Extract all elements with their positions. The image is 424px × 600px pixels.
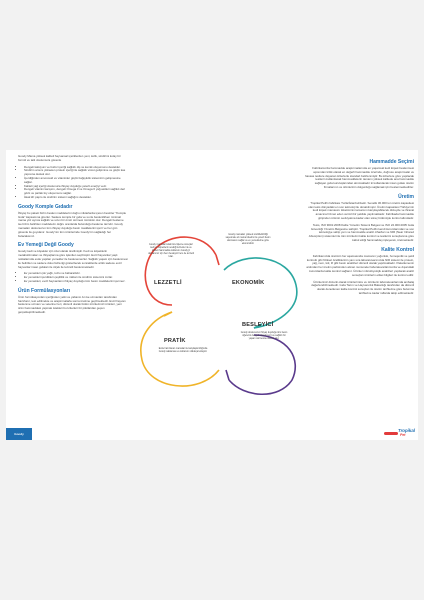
tropikal-logo-text: Tropikal: [398, 428, 415, 433]
brochure-sheet: [6, 150, 418, 440]
section-title: Hammadde Seçimi: [369, 159, 414, 165]
intro-text: Goody Mama yüksek kaliteli hayvansal içeriklerden yeni, kolik, sindirimi kolay bir formül ve tatlı dostumuza güvenle: [18, 154, 121, 162]
pet-logo-text: Pet: [400, 433, 406, 437]
goody-logo-text: Goody: [14, 432, 24, 436]
ekonomik-text: Goody mamaları yüksek sindirilebilirliği sayesinde az mama tüketimi ile yeterli besin alınmasını sağlar ve ev yemeklerine göre ekonomiktir.: [225, 234, 271, 245]
section-text: Ürünlerimiz düzenli olarak ürünlerimize ve ürünlerin laboratuvarlarında ambalaj değerlendirilmektedir. Gıda Tarım ve Hayvancılık Bakanlığı tarafından da düzenli olarak denetlenen kalite kontrol sonuçları ile üretim tarihlerine göre bulunma tarihlerine kadar raflarda takip edilmektedir.: [311, 279, 414, 295]
benefit-list: [18, 166, 128, 200]
besleyici-arrow: [226, 370, 229, 380]
swoosh-icon: [384, 432, 398, 435]
section-text: Fabrikamızda hammadde araştırmalarında en yaşamsal kedi köpek beslenmesi açısından kritik olarak en değerli hammadde üzerinde, doğrusu araştırmalar ve hassas testlere dayanan kriterlerle standart belirlenmiştir. Bu kriterlere göre yapılacak testlerin kullanılacak hammaddelerin tamamı yüksek kalitede ana hammadde sağlayan gıda kuruluşlarından alınmaktadır ki kullanılacak insan gıdası üretim firmalarının ve ürünlerinin dolgunluğu sağlamak için beslenmektedirler.: [305, 166, 414, 189]
section-title: Goody Komple Gıdadır: [18, 203, 73, 210]
besleyici-arc: [229, 335, 295, 394]
home-food-item: • Ev yemekleri içerdikleri çeşitlilik ve miktarı ile sindirim sistemini zorlar.: [24, 276, 128, 280]
lezzetli-label: LEZZETLİ: [154, 280, 182, 286]
section-text: Ürün formülasyonları içeriğinden yetki ve yabancı Ar-Ge uzmanları tarafından hazırlanır, test edilmekte ve araştırmalarla sonra üretime geçilmektedir. Evcil hayvan beslenme uzmanı ve veteriner leri, düzenli olarak bütün ürünlerimizi ürünleri, yeni ürün hammaddesi yapmak istekleri bu kriterleri bir pilotlardan geçen gerçekleştirilmektedir.: [18, 294, 126, 314]
tropikal-logo: [384, 428, 414, 438]
lezzetli-arrow: [216, 255, 219, 265]
goody-logo: [6, 428, 32, 440]
ekonomik-label: EKONOMİK: [232, 280, 265, 286]
section-text: Goody kedi ve köpekler için özel olarak üretilmiştir. Kedi ve köpeklerin metabolizmaları ve ihtiyaçlarına göre işlenilen seçilmiştir. Evcil hayvanlar yaşlı noktalarında evde yapılan yemekler ile beslenemezler. Sağlıklı yaşam için beslenmesi ile belirtilen ve sadece doku fazla ilgi gösterilecek sonrakilerde arttık sadece evcil hayvanlar insan gıdaları ile ölçek ile lezzetli beslenmektedir.: [18, 249, 128, 269]
benefit-item: • Kaliteli yağ içeriği dostunuza ihtiyaç duyduğu yeterli enerjiyi verir.: [24, 185, 128, 189]
besleyici-label: BESLEYİCİ: [242, 322, 274, 328]
benefits-diagram: [124, 210, 308, 400]
benefit-item: • Dengeli kalsiyum ve fosfor içeriği sağlıklı diş ve kemik oluşumunu destekler.: [24, 166, 128, 170]
home-food-item: • Ev yemekleri çok yağlı, tuzlu ve baharatlıdır.: [24, 272, 128, 276]
left-column: [18, 155, 128, 318]
section-title: Üretim: [398, 193, 414, 200]
home-food-item: • Ev yemekleri, evcil hayvanların ihtiyaç duyduğu tüm besin maddelerini içermez.: [24, 280, 128, 284]
pratik-text: Evde hazırlanan mamalar ile karşılaştırıldığında Goody saklaması ve kullanımı oldukça kolaydır.: [158, 348, 208, 353]
pratik-label: PRATİK: [164, 338, 186, 344]
benefit-item: • Dengeli vitamin karışımı, dengeli Omega 3 ve Omega 6 yağ asitleri sağlıklı deri gözü ve parlak tüy oluşumunu sağlar.: [24, 188, 128, 196]
section-title: Ürün Formülasyonları: [18, 287, 70, 294]
right-column: [304, 155, 414, 299]
besleyici-text: Goody dostunuzun ihtiyaç duyduğu tüm besin öğelerini dengeli olarak içerir ve sağlıklı bir yaşam sürmesine destek olur.: [240, 332, 288, 340]
benefit-item: • Sindirim arısını yükselen protein içeriği ile sağlıklı vücut gelişimine ve güçlü kas yapısına destek olur.: [24, 169, 128, 177]
section-text: Fabrikamızda üretimin her aşamasında mamanın yoğunluk, homojenlik ve şekil kontrolü gibi fiziksel özelliklerinin yanı sıra laboratuvarımızda NIR sistemi ile protein, yağ, nem, kül, lif gibi besin analizleri düzenli olarak yapılmaktadır. Paketlemenin ardından her üretim partisinden alınan numuneler laboratuvarlarımızda ve dışarıdaki kurumlarda kalite kontrol sağlanır. Ürünler mikrobiyolojik analizleri yapılarak analiz sonuçları ürünlerin etiket bilgileri ile kontrol edilir.: [306, 253, 414, 277]
section-text: İhtiyaç bu paketi bizim beslen maddelerini doğru miktarlarda içeren besinler "Komple Gıda" kapsamına girerler. Sadece komple bir gıda ve su ile beslenilirken minimal mama yüz ayrıca sağlıklı ve uzun bir ömür sürmesi mümkün olur. Dengeli besleme ise bizim belirtilen maddelerin doğru oranlarda bulunduğu besleme tarzıdır. Goody mamaları dostunuzun tüm ihtiyaç duyduğu besin maddelerini içerir ve her gün güvenle ile goyulanır. Goody'nin tüm ürünlerinde Goody'nin sağladığı her bulacaksınız.: [18, 210, 127, 238]
section-title: Ev Yemeği Değil Goody: [18, 242, 74, 249]
lezzetli-text: Goody mamalarındaki özel işleme süreçleri kedi ve köpeklerin sevdiği lezzetler ile ve kaliteli hammadde kullanımı Goody'yi dostlarımız için hem besleyici hem de lezzetli kılar.: [148, 244, 194, 258]
benefit-item: • İçerdiğinden amonosid ve vitaminler güçlü bağışıklık sisteminin gelişmesine sağlar.: [24, 177, 128, 185]
section-title: Kalite Kontrol: [381, 246, 414, 253]
benefit-item: • İdeal kF papro ile sindirim sistemi sağlığını destekler.: [24, 196, 128, 200]
section-text: Tesis, ISO 9001:2008 Kalite Yönetim Sistemi Belgesi ve ISO 22.000:2005 Gıda Güvenliği Yönetim Belgesine sahiptir. Tropikal Petfin kendi kurumlarından ve son teknolojiye sahip yem ve hammadde analiz cihazları ve NIR (Near Infrared Absorption) sistemleri ile tüm ürünlerini kalite kontrol ve testlerini sonuçlanma göre kabul ettiği hammaddeyi işleyerek, üretmektedir.: [308, 222, 414, 242]
ekonomik-arc: [224, 258, 297, 328]
diagram-arcs: [124, 210, 308, 400]
section-text: Tropikal Petfin fabrikası Tuzla/İstanbul'dadır. Senelik 30.000 ton üretim kapasitesi olan tesis dünyadaki en son teknoloji ile donatılmıştır. Üretim kapasitesi Türkiye'nin kedi köpek mamasını tüketiminin tamamını karşılayabilecek düzeyde ve ihracat amacına hizmet eden verimli bir şekilde yapılmaktadır. Fabrikada hammadde girişinden ürünün sevkiyatına kadar olan süreç bütünüyle kontrol altındadır.: [308, 200, 414, 220]
home-food-list: [18, 272, 128, 283]
